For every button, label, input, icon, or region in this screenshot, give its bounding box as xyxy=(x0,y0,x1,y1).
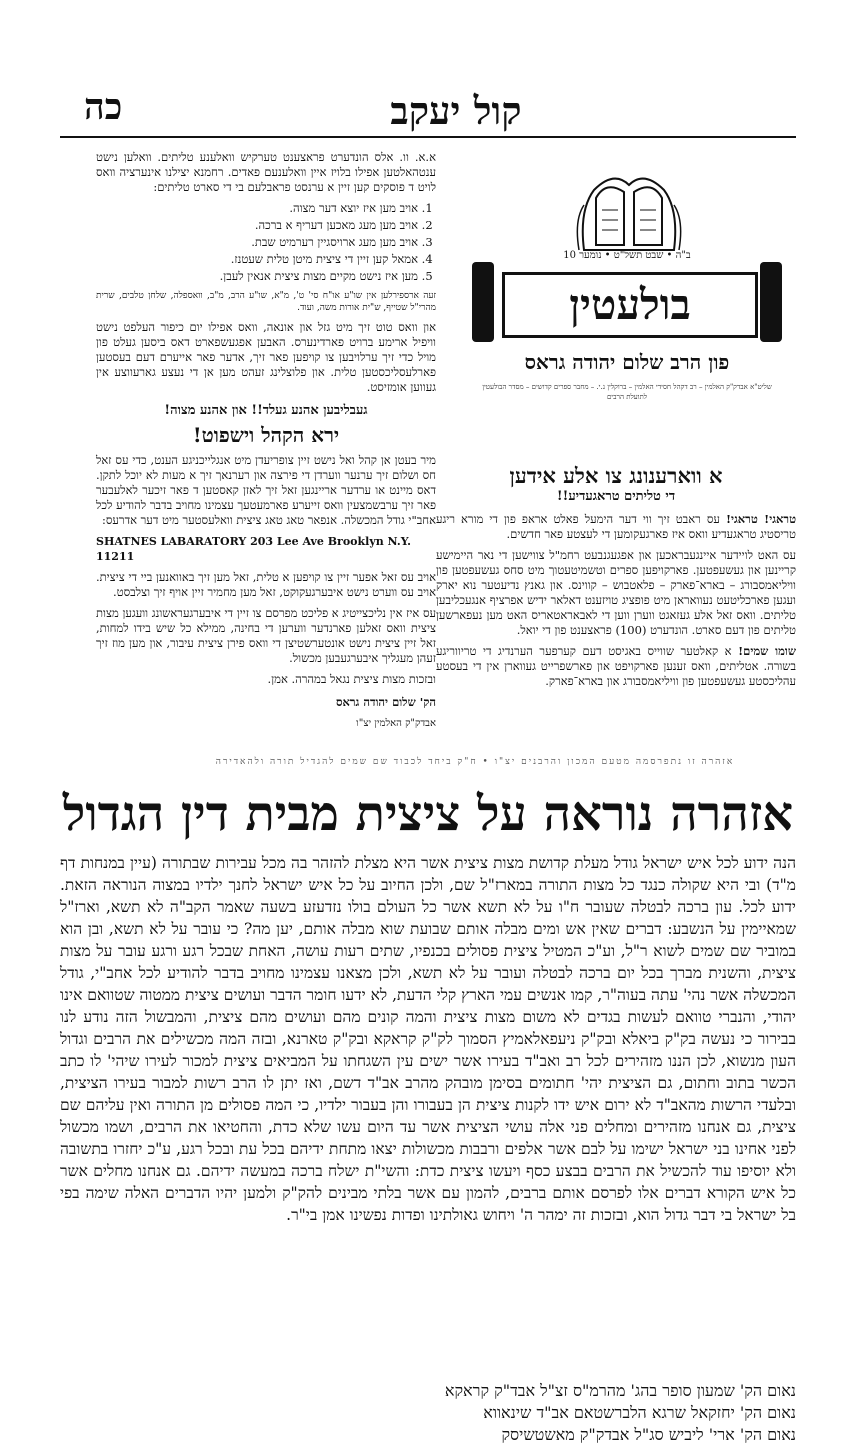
dotted-caption: אזהרה זו נתפרסמה מטעם המכון והרבנים יצ"ו • ח"ק ביחד לכבוד שם שמים להגדיל תורה ולהאדירה xyxy=(215,757,735,767)
list-item: 4. אמאל קען זיין די ציצית מיטן טלית שעטנז. xyxy=(96,252,418,267)
list-item: 5. מען איז נישט מקיים מצות ציצית אנאין לעבן. xyxy=(96,269,418,284)
bulletin-author: פון הרב שלום יהודה גראס xyxy=(524,350,730,374)
left-signature-title: אבדק"ק האלמין יצ"ו xyxy=(356,718,436,729)
left-para-3: מיר בעטן אן קהל ואל נישט זיין צופריעדן מיט אנגלייכניגע הענט, כדי עס זאל חס ושלום זיך ערנער ווערדן די פירצה און רערנאך זיך א מעות לא יוכל לתקן. דאס מיינט או ערדער אריינגען זאל זיך לאזן קאסטען ד פאר זיכער לאלעבער פאר זיך ערבשמצעין וואס זייערע פארמעטעך עצמינו מחויב בדבר להודיע לכל אחב"י גודל המכשלה. אנפאר טאג טאג ציצית וואלעסטער מיט דער אדרעס: xyxy=(96,453,436,527)
signatures xyxy=(60,1380,796,1446)
tablets-icon xyxy=(574,150,684,260)
left-para-4: אויב עס זאל אפער זיין צו קויפען א טלית, זאל מען זיך באוואנען ביי די ציצית. אויב עס ווערט נישט איבערגעקוקט, זאל מען מחמיר זיין אויף זיך וצלבסט. xyxy=(96,570,436,599)
left-intro: א.א. וו. אלס הונדערט פראצענט טערקיש וואלענע טליתים. וואלען נישט ענטהאלטען אפילו בלויז איין וואלענעם פאדים. רחמנא יצילנו אינערציה וואס לויט ד פוסקים קען זיין א ערנסט פראבלעם בי די סארט טליתים: xyxy=(96,150,436,194)
scroll-roll-left xyxy=(472,262,494,342)
warning-article xyxy=(436,463,797,695)
halachic-issues-list xyxy=(96,201,436,284)
page-number: כה xyxy=(84,86,123,128)
scroll-banner xyxy=(462,262,792,342)
signature-line: נאום הק' ארי' ליביש סג"ל אבדק"ק מאשטשיסק xyxy=(501,1425,796,1444)
sources-note: זעה ארספירלען אין שו"ע או"ח סי' ט', מ"א, שו"ע הרב, מ"ב, וואספלה, שלחן טלבים, שרית מהרי"ל שטייף, ש"ית אורות משה, ועוד. xyxy=(96,291,436,313)
list-item: 1. אויב מען איז יוצא דער מצוה. xyxy=(96,201,418,216)
left-para-5: עס איז אין נליכצייטיג א פליכט מפרסם צו זיין די איבערגעראשונג וועגען מצות ציצית וואס זאלען פארנדער ווערען די בחינה, ממילא כל שיש בידו למחות, זאל זיין ציצית נישט אונטערשטיצן די וואס פירן ציצית עיבור, און מען מוז זיך זעהן מעגליך איבערגעבען מכשול. xyxy=(96,606,436,665)
lab-address: SHATNES LABARATORY 203 Lee Ave Brooklyn N.Y. 11211 xyxy=(96,535,411,563)
article-subhead: די טליתים טראגעדיע!! xyxy=(556,489,676,504)
para-3-text: א קאלטער שווייס באגיסט דעם קערפער הערנדיג די טריווריגע בשורה. אטליתים, וואס זענען פארקויפט און פארשפרייט געווארן אין די בעסטע עהליכסטע געשעפטען פון וויליאמסבורג און בארא־פארק. xyxy=(436,644,796,688)
proclamation-text: הנה ידוע לכל איש ישראל גודל מעלת קדושת מצות ציצית אשר היא מצלת להזהר בה מכל עבירות שבתורה (עיין במנחות דף מ"ד) ובי היא שקולה כנגד כל מצות התורה במארז"ל שם, ולכן החיוב על כל איש ישראל לחנך ילדיו במצוה הנוראה הזאת. ידוע לכל. עון ברכה לבטלה שעובר ח"ו על לא תשא אשר כל העולם בולו נזדעזע בשעה שאמר הקב"ה לא תשא, וארז"ל שמאיימין על הנשבע: דברים שאין אש ומים מבלה אותם שבועת שוא מבלה אותם, יען מה? כי עובר על לא תשא, ובן הוא במוביר שם שמים לשוא ר"ל, וע"כ המטיל ציצית פסולים בכנפיו, שתים רעות עושה, האחת שבכל רגע ורגע עובר על מצות ציצית, והשנית מברך בכל יום ברכה לבטלה ועובר על לא תשא, ולכן מצאנו עצמינו מחויב בדבר להודיע לכל אחב"י, גודל המכשלה אשר נהי' עתה בעוה"ר, קמו אנשים עמי הארץ קלי הדעת, לא ידעו חומר הדבר ועושים ציצית ממטוה שטוואם אינו יהודי, והנברי טוואם לעשות בגדים לא משום מצות ציצית והמה קונים מהם ועושים מהם ציצית, והמבשול הזה נודע לנו בבירור כי נעשה בק"ק ביאלא ובק"ק ניעפאלאמיץ הסמוך לק"ק קראקא ובק"ק טארנא, ובזה המה מכשילים את הרבים וגדול העון מנשוא, לכן הננו מזהירים לכל רב ואב"ד בעירו אשר ישים עין השגחתו על המביאים ציצית למכור לעירו שיהי' לו כתב הכשר בתוב וחתום, גם הציצית יהי' חתומים בסימן מובהק מהרב אב"ד דשם, ואז יתן לו הרב רשות למבור בעירו הציצית, ובלעדי הרשות מהאב"ד לא ירום איש ידו לקנות ציצית הן בעבורו והן בעבור ילדיו, כי המה פסולים מן התורה ואין עליהם שם ציצית, גם אנחנו מזהירים ומחלים פני אלה עושי הציצית אשר עד היום עשו שלא כדת, והחטיאו את הרבים, ושמו מכשול לפני אחינו בני ישראל ישימו על לבם אשר אלפים ורבבות מכשולות יצאו מתחת ידיהם בכל עת ובכל רגע, ע"כ יחזרו בתשובה ולא יוסיפו עוד להכשיל את הרבים בבצע כסף ויעשו ציצית כדת: והשי"ת ישלח ברכה במעשה ידיהם. גם אנחנו מחלים אשר כל איש הקורא דברים אלו לפרסם אותם ברבים, להמון עם אשר בלתי מבינים להק"ק ולמען יהיו הדברים האלה שימה בפי בל ישראל בי דבר גדול הוא, ובזכות זה ימהר ה' ויחוש גאולתינו ופדות נפשינו אמן בי"ר. xyxy=(60,854,796,1224)
newspaper-title: קול יעקב xyxy=(390,88,522,133)
list-item: 2. אויב מען מעג מאכען דעריף א ברכה. xyxy=(96,218,418,233)
article-para-1 xyxy=(436,512,796,542)
left-signature: הק' שלום יהודה גראס xyxy=(335,695,436,709)
header-divider xyxy=(60,136,796,138)
signature-line: נאום הק' יחזקאל שרגא הלברשטאם אב"ד שינאווא xyxy=(483,1403,796,1422)
article-headline: א ווארענונג צו אלע אידען xyxy=(509,463,723,488)
bulletin-title: בולעטין xyxy=(502,272,758,338)
scroll-roll-right xyxy=(760,262,782,342)
signature-line: נאום הק' שמעון סופר בהג' מהרמ"ס זצ"ל אבד"ק קראקא xyxy=(444,1381,796,1400)
para-3-lead: שומו שמים! xyxy=(738,644,797,658)
article-para-3 xyxy=(436,644,796,689)
bulletin-logo xyxy=(462,150,792,450)
main-title: אזהרה נוראה על ציצית מבית דין הגדול xyxy=(62,786,794,842)
left-subheading: ירא הקהל וישפוט! xyxy=(192,423,340,447)
para-1-text: עס ראבט זיך ווי דער הימעל פאלט אראפ פון די מורא ריגע טריסטיג טראגעדיע וואס איז פארגעקומען די לעצטע פאר חדשים. xyxy=(436,512,796,541)
para-1-lead: טראגי! טראגי! xyxy=(725,512,797,526)
article-para-2: עס האט לויידער איינגעבראכען און אפגעגנבעט רחמ"ל צווישען די נאר היימישע קריינען און געשעפטען. פארקויפען ספרים וטשמיטעטוך מיט סחס געשעפטען פון וויליאמסבורג – בארא־פארק – פלאטבוש – קווינס. און גאנץ נדיעטער נוא יארק ועגען פארכליטעט נעוואראן מיט פופציג טויזענט דאלאר ידיש אפרציף אנגעכליבען טליתים. וואס זאל אלע געזאגט ווערן ווען די לאבאראטאריס האט מען נעפארשען טליתים פון דעם סארט. הונדערט (100) פראצענט פון די יואל. xyxy=(436,548,796,637)
issue-date: ב"ה • שבט תשל"ט • נומער 10 xyxy=(563,250,691,261)
left-center-line: געבליבען אהנע געלד!! און אהנע מצוה! xyxy=(164,403,368,418)
proclamation-body xyxy=(60,852,796,1226)
left-para-2: און וואס טוט זיך מיט גזל און אונאה, וואס אפילו יום כיפור העלפט נישט וויפיל ארימע ברויט פארדינערס. האבען אפגעשפארט דאס ביסען געלט פון מויל כדי זיך ערלויבען צו קויפען פאר זיך, אדער פאר אייערם דעם בעסטען פארלעסליכסטען טלית. און פלוצלינג זעהט מען אן די נעצע גארעווצע אין געווען אומזיסט. xyxy=(96,320,436,394)
bulletin-fine-print: שליט"א אבדק"ק האלמין – רב דקהל חסידי האלמין – ברוקלין נ.י. – מחבר ספרים קדושים – מסדר הבולעטין לתועלת הרבים xyxy=(482,383,772,401)
list-item: 3. אויב מען מעג ארויסגיין רערמיט שבת. xyxy=(96,235,418,250)
left-para-6: ובזכות מצות ציצית נגאל במהרה. אמן. xyxy=(267,672,436,686)
left-column xyxy=(96,150,436,737)
